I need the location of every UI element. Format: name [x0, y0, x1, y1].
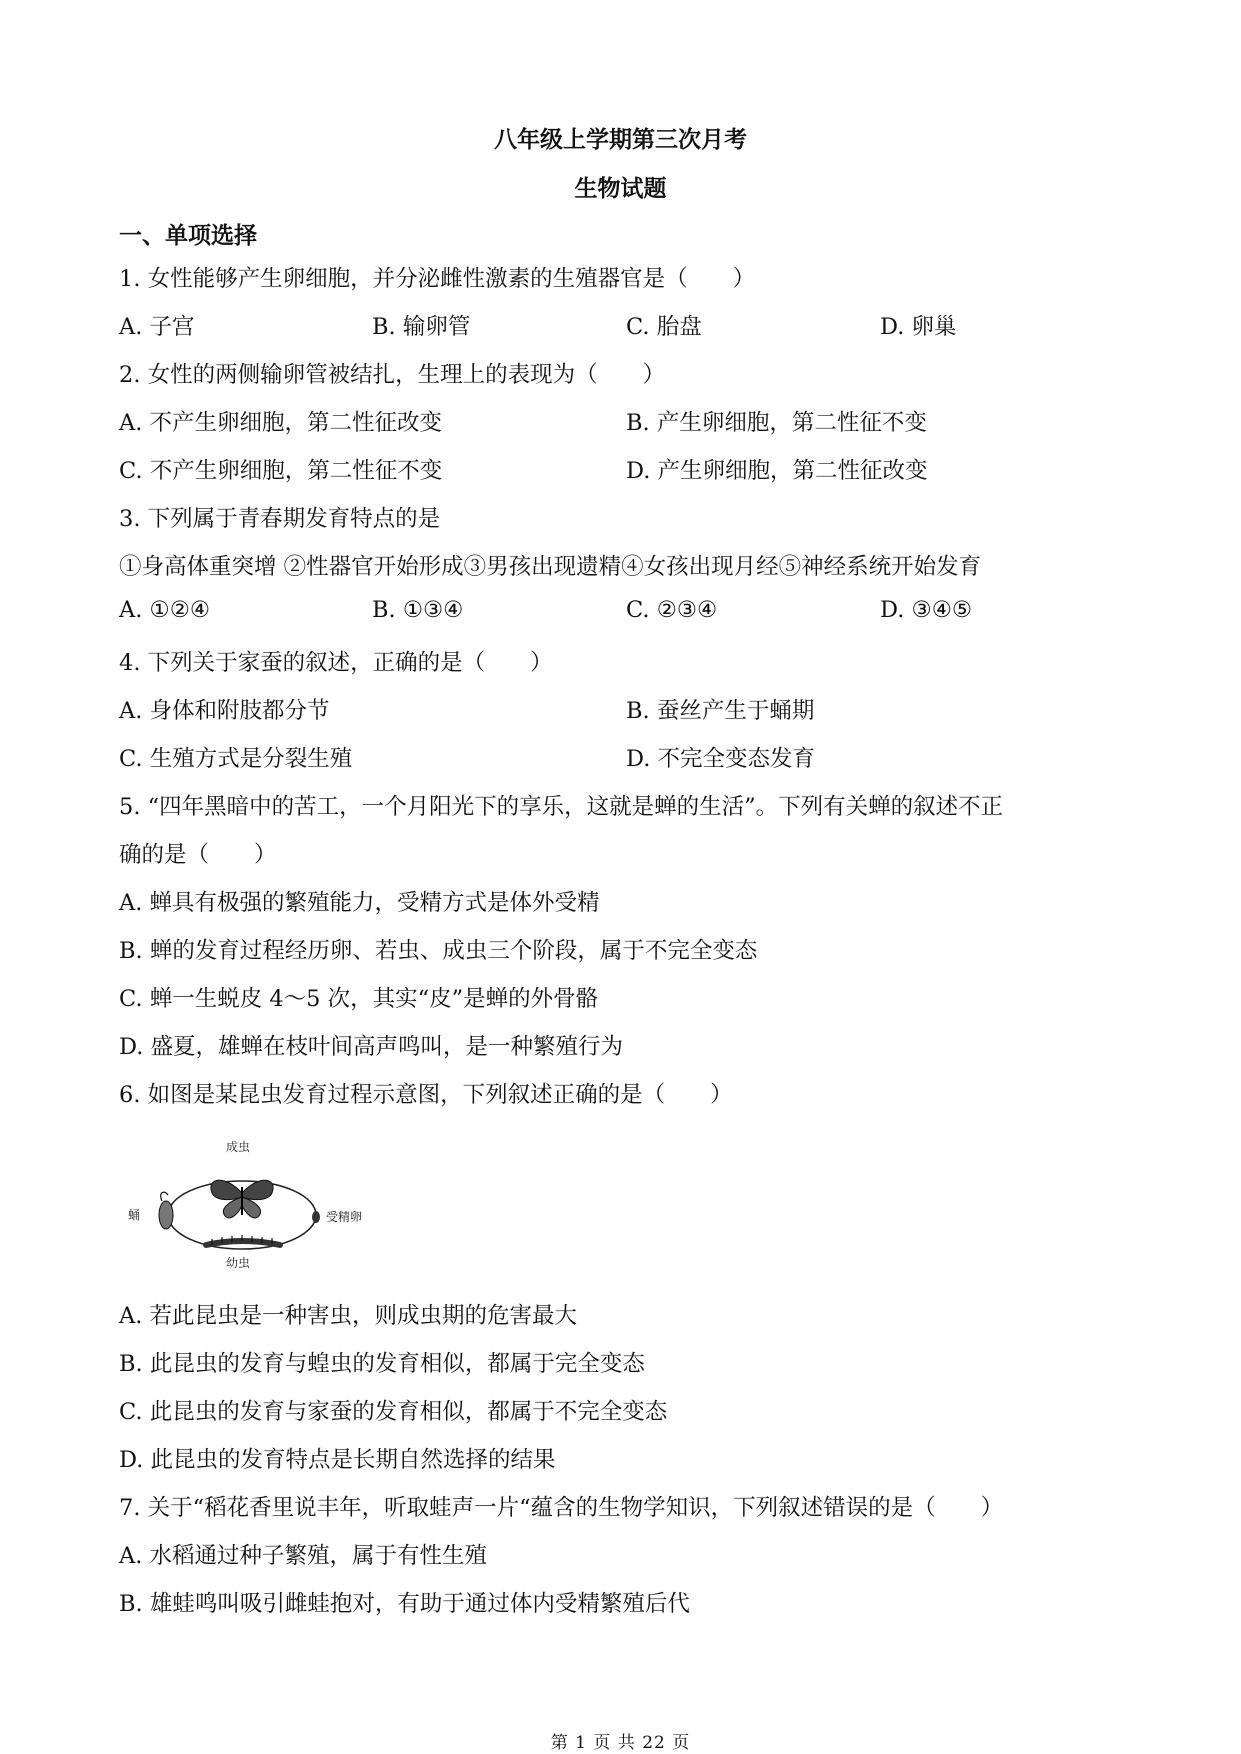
- label-adult: 成虫: [226, 1140, 251, 1154]
- larva-icon: [206, 1235, 280, 1245]
- question-2-stem: 2. 女性的两侧输卵管被结扎，生理上的表现为（ ）: [119, 362, 666, 388]
- question-1-stem: 1. 女性能够产生卵细胞，并分泌雌性激素的生殖器官是（ ）: [119, 266, 756, 292]
- question-3-option-b: B. ①③④: [372, 597, 464, 623]
- question-4-stem: 4. 下列关于家蚕的叙述，正确的是（ ）: [119, 650, 553, 676]
- question-2-option-a: A. 不产生卵细胞，第二性征改变: [119, 410, 443, 436]
- question-3-stem: 3. 下列属于青春期发育特点的是: [119, 506, 441, 532]
- question-4-option-d: D. 不完全变态发育: [626, 746, 816, 772]
- page-title: 八年级上学期第三次月考: [494, 127, 747, 153]
- question-2-option-c: C. 不产生卵细胞，第二性征不变: [119, 458, 443, 484]
- question-1-option-a: A. 子宫: [119, 314, 195, 340]
- question-4-option-b: B. 蚕丝产生于蛹期: [626, 698, 815, 724]
- question-5-stem: 5. “四年黑暗中的苦工，一个月阳光下的享乐，这就是蝉的生活”。下列有关蝉的叙述不正: [119, 794, 1004, 820]
- question-6-stem: 6. 如图是某昆虫发育过程示意图，下列叙述正确的是（ ）: [119, 1082, 733, 1108]
- question-6-option-a: A. 若此昆虫是一种害虫，则成虫期的危害最大: [119, 1303, 578, 1329]
- question-5-option-b: B. 蝉的发育过程经历卵、若虫、成虫三个阶段，属于不完全变态: [119, 938, 758, 964]
- question-7-option-b: B. 雄蛙鸣叫吸引雌蛙抱对，有助于通过体内受精繁殖后代: [119, 1591, 690, 1617]
- question-7-stem: 7. 关于“稻花香里说丰年，听取蛙声一片“蕴含的生物学知识，下列叙述错误的是（ ）: [119, 1495, 1004, 1521]
- question-1-option-d: D. 卵巢: [880, 314, 957, 340]
- question-2-option-b: B. 产生卵细胞，第二性征不变: [626, 410, 927, 436]
- question-6-option-d: D. 此昆虫的发育特点是长期自然选择的结果: [119, 1447, 556, 1473]
- page-number: 第 1 页 共 22 页: [550, 1733, 691, 1753]
- question-3-option-d: D. ③④⑤: [880, 597, 973, 623]
- pupa-icon: [159, 1192, 173, 1229]
- page-subtitle: 生物试题: [574, 176, 667, 202]
- label-larva: 幼虫: [226, 1256, 251, 1270]
- lifecycle-diagram: [122, 1135, 362, 1270]
- question-5-option-a: A. 蝉具有极强的繁殖能力，受精方式是体外受精: [119, 890, 600, 916]
- question-6-option-c: C. 此昆虫的发育与家蚕的发育相似，都属于不完全变态: [119, 1399, 668, 1425]
- question-4-option-c: C. 生殖方式是分裂生殖: [119, 746, 353, 772]
- question-3-option-c: C. ②③④: [626, 597, 718, 623]
- question-2-option-d: D. 产生卵细胞，第二性征改变: [626, 458, 928, 484]
- question-1-option-c: C. 胎盘: [626, 314, 702, 340]
- question-5-stem-continued: 确的是（ ）: [119, 842, 277, 868]
- label-pupa: 蛹: [128, 1208, 141, 1222]
- butterfly-icon: [211, 1180, 273, 1218]
- question-7-option-a: A. 水稻通过种子繁殖，属于有性生殖: [119, 1543, 488, 1569]
- section-heading: 一、单项选择: [119, 223, 257, 249]
- question-5-option-c: C. 蝉一生蜕皮 4～5 次，其实“皮”是蝉的外骨骼: [119, 986, 599, 1012]
- question-5-option-d: D. 盛夏，雄蝉在枝叶间高声鸣叫，是一种繁殖行为: [119, 1034, 624, 1060]
- question-6-option-b: B. 此昆虫的发育与蝗虫的发育相似，都属于完全变态: [119, 1351, 645, 1377]
- egg-icon: [312, 1211, 320, 1223]
- question-4-option-a: A. 身体和附肢都分节: [119, 698, 330, 724]
- insect-lifecycle-figure: [122, 1135, 362, 1270]
- label-fertilized-egg: 受精卵: [326, 1210, 362, 1224]
- question-3-statements: ①身高体重突增 ②性器官开始形成③男孩出现遗精④女孩出现月经⑤神经系统开始发育: [119, 554, 982, 580]
- question-3-option-a: A. ①②④: [119, 597, 211, 623]
- question-1-option-b: B. 输卵管: [372, 314, 471, 340]
